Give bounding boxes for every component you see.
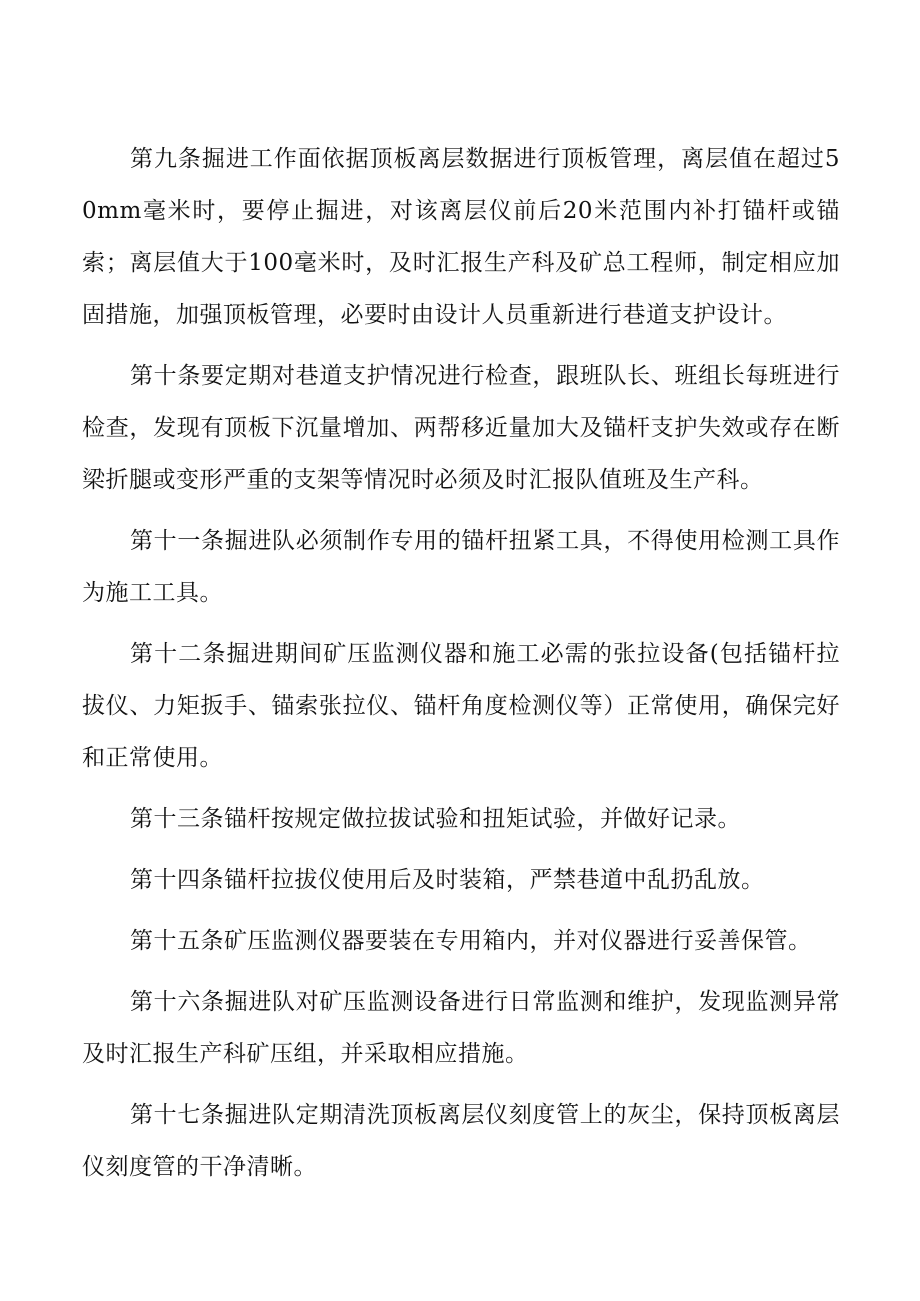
document-body: [82, 133, 840, 1202]
article-10-paragraph: 第十条要定期对巷道支护情况进行检查，跟班队长、班组长每班进行检查，发现有顶板下沉量增加、两帮移近量加大及锚杆支护失效或存在断梁折腿或变形严重的支架等情况时必须及时汇报队值班及生产科。: [82, 363, 840, 493]
article-17-paragraph: 第十七条掘进队定期清洗顶板离层仪刻度管上的灰尘，保持顶板离层仪刻度管的干净清晰。: [82, 1102, 840, 1180]
article-13-paragraph: 第十三条锚杆按规定做拉拔试验和扭矩试验，并做好记录。: [130, 806, 741, 832]
article-12-paragraph: 第十二条掘进期间矿压监测仪器和施工必需的张拉设备(包括锚杆拉拔仪、力矩扳手、锚索张拉仪、锚杆角度检测仪等）正常使用，确保完好和正常使用。: [82, 641, 840, 771]
article-16-paragraph: 第十六条掘进队对矿压监测设备进行日常监测和维护，发现监测异常及时汇报生产科矿压组，并采取相应措施。: [82, 989, 840, 1067]
article-11-paragraph: 第十一条掘进队必须制作专用的锚杆扭紧工具，不得使用检测工具作为施工工具。: [82, 528, 840, 606]
article-9-paragraph: 第九条掘进工作面依据顶板离层数据进行顶板管理，离层值在超过50mm毫米时，要停止掘进，对该离层仪前后20米范围内补打锚杆或锚索；离层值大于100毫米时，及时汇报生产科及矿总工程师，制定相应加固措施，加强顶板管理，必要时由设计人员重新进行巷道支护设计。: [82, 146, 840, 328]
article-15-paragraph: 第十五条矿压监测仪器要装在专用箱内，并对仪器进行妥善保管。: [130, 928, 812, 954]
article-14-paragraph: 第十四条锚杆拉拔仪使用后及时装箱，严禁巷道中乱扔乱放。: [130, 867, 765, 893]
